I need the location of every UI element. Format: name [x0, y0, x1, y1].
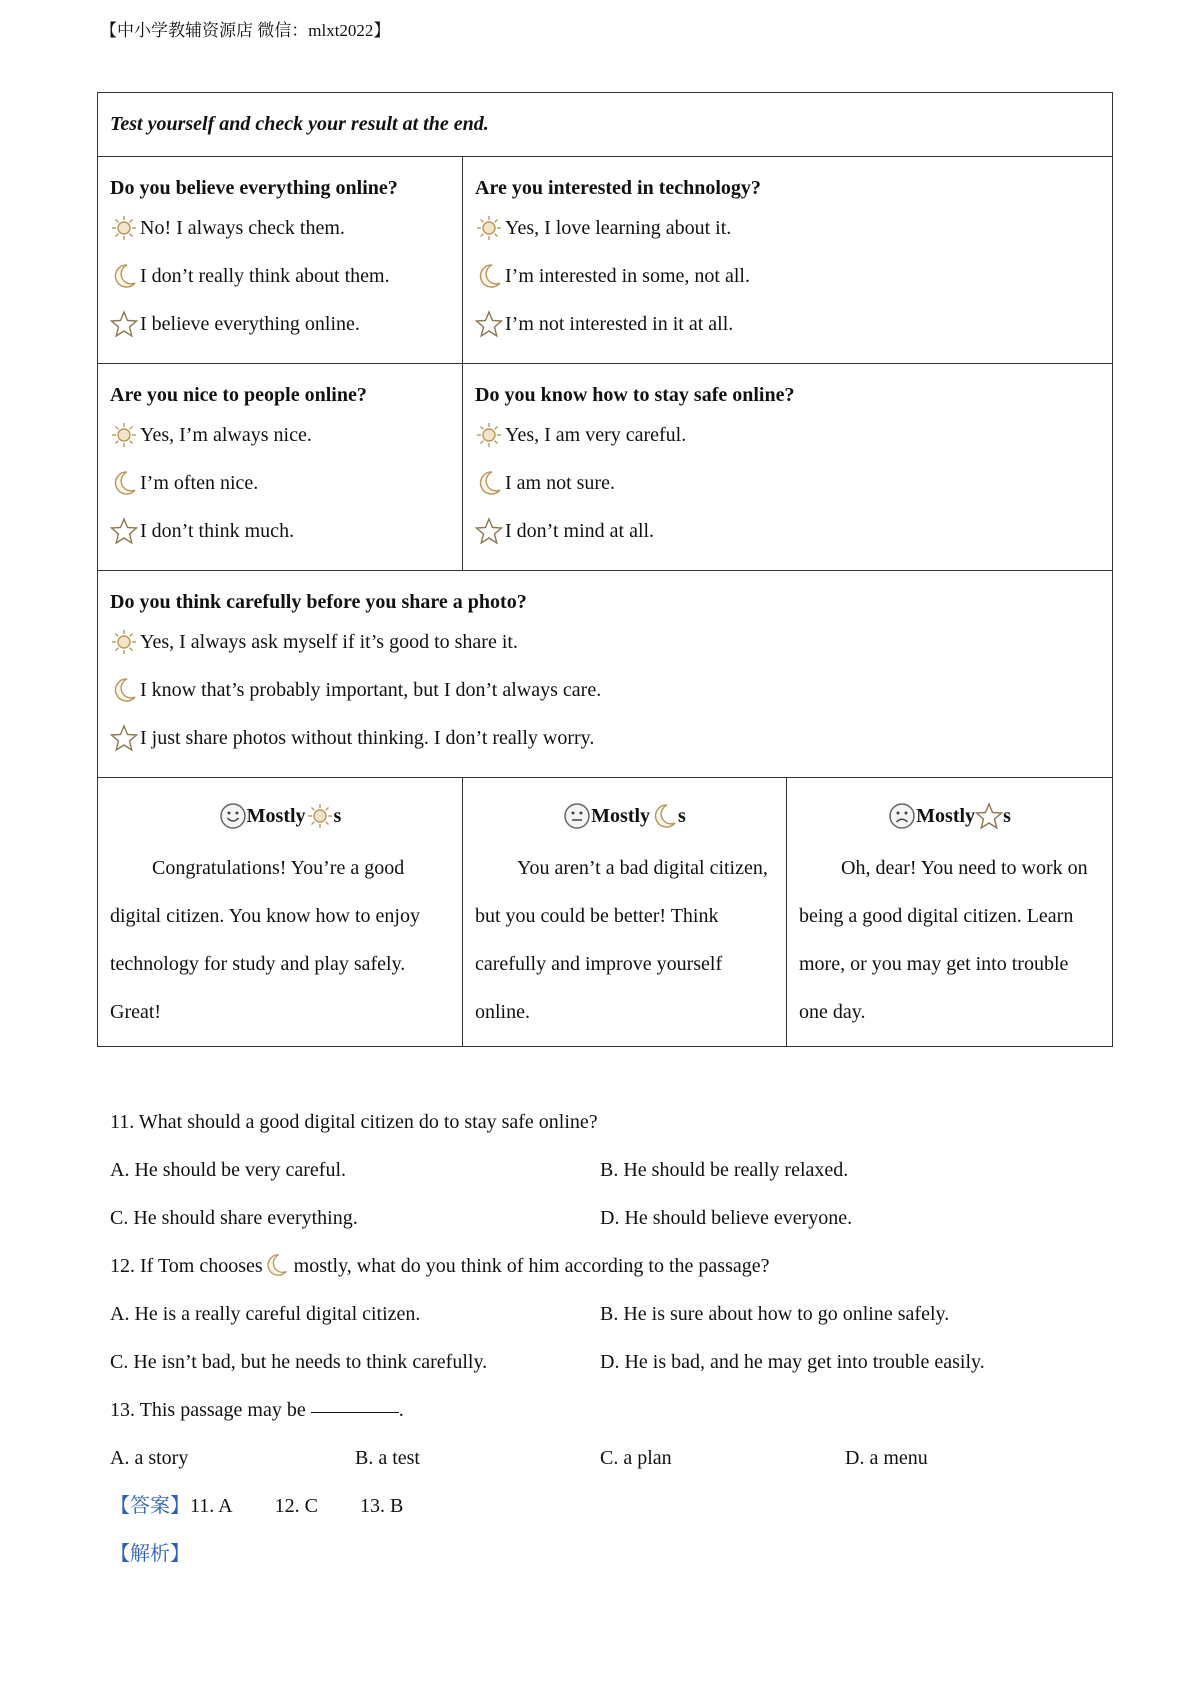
stem-text: mostly, what do you think of him according to the passage?: [288, 1255, 770, 1277]
option-text: No! I always check them.: [140, 217, 345, 239]
question-11-options-row: [110, 1146, 1090, 1194]
result-word: Mostly: [916, 804, 976, 827]
star-icon: [110, 517, 138, 545]
result-title: [110, 798, 450, 834]
sun-icon: [110, 628, 138, 656]
option-star: [110, 507, 450, 555]
question-11-stem: 11. What should a good digital citizen do to stay safe online?: [110, 1111, 598, 1133]
sad-face-icon: [888, 802, 916, 830]
option-text: I know that’s probably important, but I don’t always care.: [140, 679, 602, 701]
analysis-tag: 【解析】: [110, 1543, 190, 1565]
quiz-question-1: [98, 157, 463, 364]
question-12-options-row: [110, 1338, 1090, 1386]
option-text: Yes, I am very careful.: [505, 424, 687, 446]
sun-icon: [110, 421, 138, 449]
option-star: [110, 300, 450, 348]
answer-12: 12. C: [274, 1495, 318, 1517]
option-b: B. He should be really relaxed.: [600, 1159, 849, 1181]
result-title: [799, 798, 1100, 834]
quiz-question-2: [463, 157, 1113, 364]
question-11-options-row: [110, 1194, 1090, 1242]
answer-11: 11. A: [190, 1495, 233, 1517]
option-moon: [110, 666, 1100, 714]
result-text: Oh, dear! You need to work on being a good digital citizen. Learn more, or you may get into trouble one day.: [799, 857, 1088, 1023]
question-title: Do you believe everything online?: [110, 177, 398, 199]
star-icon: [475, 310, 503, 338]
option-d: D. a menu: [845, 1447, 928, 1469]
option-moon: [110, 252, 450, 300]
quiz-question-3: [98, 364, 463, 571]
option-moon: [475, 459, 1100, 507]
option-text: I’m interested in some, not all.: [505, 265, 750, 287]
option-text: I don’t mind at all.: [505, 520, 655, 542]
moon-icon: [263, 1252, 289, 1278]
moon-icon: [110, 469, 138, 497]
sun-icon: [110, 214, 138, 242]
star-icon: [110, 724, 138, 752]
moon-icon: [650, 802, 678, 830]
question-title: Are you interested in technology?: [475, 177, 761, 199]
option-text: I’m often nice.: [140, 472, 259, 494]
quiz-intro: Test yourself and check your result at the end.: [98, 93, 1113, 157]
result-mostly-star: [787, 778, 1113, 1047]
result-text: You aren’t a bad digital citizen, but you could be better! Think carefully and improve yourself online.: [475, 857, 768, 1023]
result-word: Mostly: [246, 804, 306, 827]
option-a: A. a story: [110, 1447, 189, 1469]
result-suffix: s: [1003, 804, 1011, 827]
star-icon: [975, 802, 1003, 830]
result-suffix: s: [678, 804, 686, 827]
option-a: A. He is a really careful digital citizen.: [110, 1303, 421, 1325]
result-title: [475, 798, 774, 834]
question-title: Do you think carefully before you share a photo?: [110, 591, 527, 613]
option-text: I just share photos without thinking. I don’t really worry.: [140, 727, 595, 749]
result-word: Mostly: [591, 804, 651, 827]
question-13-options-row: [110, 1434, 1090, 1482]
option-text: Yes, I’m always nice.: [140, 424, 312, 446]
quiz-table: [97, 92, 1113, 1047]
option-sun: [475, 411, 1100, 459]
stem-text: 13. This passage may be: [110, 1399, 311, 1421]
moon-icon: [110, 262, 138, 290]
sun-icon: [475, 214, 503, 242]
sun-icon: [475, 421, 503, 449]
option-d: D. He is bad, and he may get into trouble easily.: [600, 1351, 985, 1373]
option-c: C. He should share everything.: [110, 1207, 358, 1229]
answer-blank: [311, 1386, 399, 1413]
option-sun: [110, 411, 450, 459]
option-b: B. a test: [355, 1447, 420, 1469]
quiz-question-4: [463, 364, 1113, 571]
moon-icon: [110, 676, 138, 704]
option-sun: [475, 204, 1100, 252]
option-c: C. He isn’t bad, but he needs to think carefully.: [110, 1351, 488, 1373]
smile-face-icon: [219, 802, 247, 830]
option-text: Yes, I always ask myself if it’s good to share it.: [140, 631, 518, 653]
star-icon: [110, 310, 138, 338]
answer-line: [110, 1482, 1090, 1530]
option-sun: [110, 618, 1100, 666]
page-header: 【中小学教辅资源店 微信：mlxt2022】: [100, 21, 391, 40]
option-text: I believe everything online.: [140, 313, 360, 335]
answer-13: 13. B: [359, 1495, 404, 1517]
result-mostly-sun: [98, 778, 463, 1047]
option-text: I am not sure.: [505, 472, 615, 494]
option-star: [110, 714, 1100, 762]
moon-icon: [475, 469, 503, 497]
question-title: Do you know how to stay safe online?: [475, 384, 795, 406]
option-star: [475, 300, 1100, 348]
option-text: I don’t think much.: [140, 520, 295, 542]
result-text: Congratulations! You’re a good digital citizen. You know how to enjoy technology for study and play safely. Great!: [110, 857, 420, 1023]
option-a: A. He should be very careful.: [110, 1159, 347, 1181]
question-12-stem: [110, 1242, 1090, 1290]
question-title: Are you nice to people online?: [110, 384, 367, 406]
star-icon: [475, 517, 503, 545]
result-suffix: s: [333, 804, 342, 827]
option-text: I’m not interested in it at all.: [505, 313, 734, 335]
quiz-question-5: [98, 571, 1113, 778]
option-moon: [475, 252, 1100, 300]
option-moon: [110, 459, 450, 507]
question-13-stem: [110, 1386, 1090, 1434]
analysis-line: [110, 1530, 1090, 1578]
question-12-options-row: [110, 1290, 1090, 1338]
option-text: Yes, I love learning about it.: [505, 217, 732, 239]
stem-text: .: [398, 1399, 404, 1421]
option-text: I don’t really think about them.: [140, 265, 390, 287]
neutral-face-icon: [563, 802, 591, 830]
option-b: B. He is sure about how to go online safely.: [600, 1303, 950, 1325]
answer-tag: 【答案】: [110, 1495, 190, 1517]
option-d: D. He should believe everyone.: [600, 1207, 853, 1229]
result-mostly-moon: [463, 778, 787, 1047]
stem-text: 12. If Tom chooses: [110, 1255, 263, 1277]
option-c: C. a plan: [600, 1447, 672, 1469]
option-star: [475, 507, 1100, 555]
option-sun: [110, 204, 450, 252]
sun-icon: [306, 802, 334, 830]
moon-icon: [475, 262, 503, 290]
exercise-section: [110, 1098, 1090, 1578]
